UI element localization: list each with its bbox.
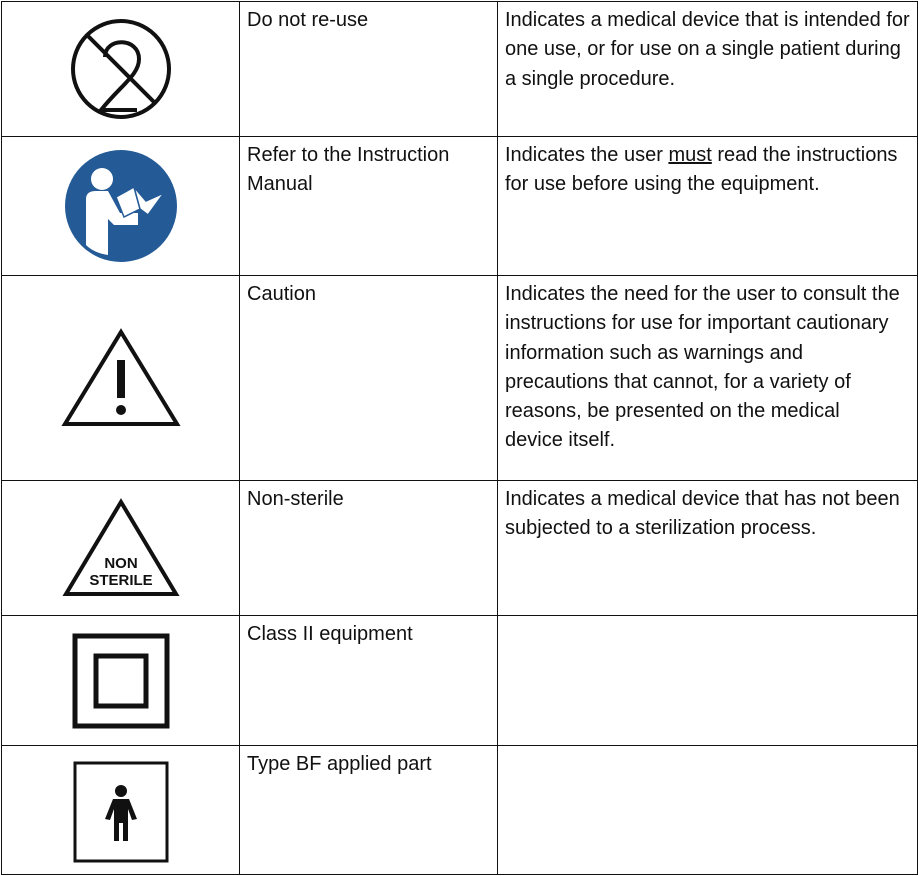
- symbol-description: [498, 276, 918, 481]
- icon-cell: [2, 137, 240, 276]
- icon-cell: [2, 746, 240, 875]
- emphasis-text: must: [668, 144, 712, 166]
- symbol-name: Non-sterile: [240, 481, 498, 616]
- symbol-description: Indicates a medical device that has not been subjected to a sterilization process.: [498, 481, 918, 616]
- symbol-description: [498, 137, 918, 276]
- icon-cell: [2, 276, 240, 481]
- symbol-name: Do not re-use: [240, 2, 498, 137]
- symbol-name: Type BF applied part: [240, 746, 498, 875]
- symbol-description: [498, 616, 918, 746]
- icon-cell: [2, 481, 240, 616]
- symbol-description: [498, 746, 918, 875]
- icon-label: STERILE: [88, 572, 153, 589]
- symbols-table: [1, 1, 918, 875]
- symbol-name: Refer to the Instruction Manual: [240, 137, 498, 276]
- table-row: [2, 746, 918, 875]
- table-row: [2, 481, 918, 616]
- description-text: read the instructions for use before using the equipment.: [505, 144, 898, 196]
- icon-label: NON: [103, 555, 138, 572]
- icon-cell: [2, 2, 240, 137]
- instruction-manual-icon: [64, 149, 178, 263]
- table-row: [2, 137, 918, 276]
- icon-cell: [2, 616, 240, 746]
- class-ii-icon: [72, 633, 170, 729]
- symbol-description: Indicates a medical device that is intended for one use, or for use on a single patient during a single procedure.: [498, 2, 918, 137]
- description-text: Indicates the need for the user to consult the instructions for use for important cautionary information such as warnings and precautions that cannot, for a variety of reasons, be presented on the medical: [505, 283, 900, 423]
- caution-icon: [61, 328, 181, 428]
- non-sterile-icon: [62, 498, 180, 598]
- table-row: [2, 276, 918, 481]
- description-tail: device itself.: [505, 429, 616, 452]
- table-row: [2, 616, 918, 746]
- type-bf-icon: [73, 761, 169, 863]
- symbol-name: Caution: [240, 276, 498, 481]
- symbol-name: Class II equipment: [240, 616, 498, 746]
- description-text: Indicates the user: [505, 144, 669, 166]
- table-row: [2, 2, 918, 137]
- single-use-icon: [69, 17, 173, 121]
